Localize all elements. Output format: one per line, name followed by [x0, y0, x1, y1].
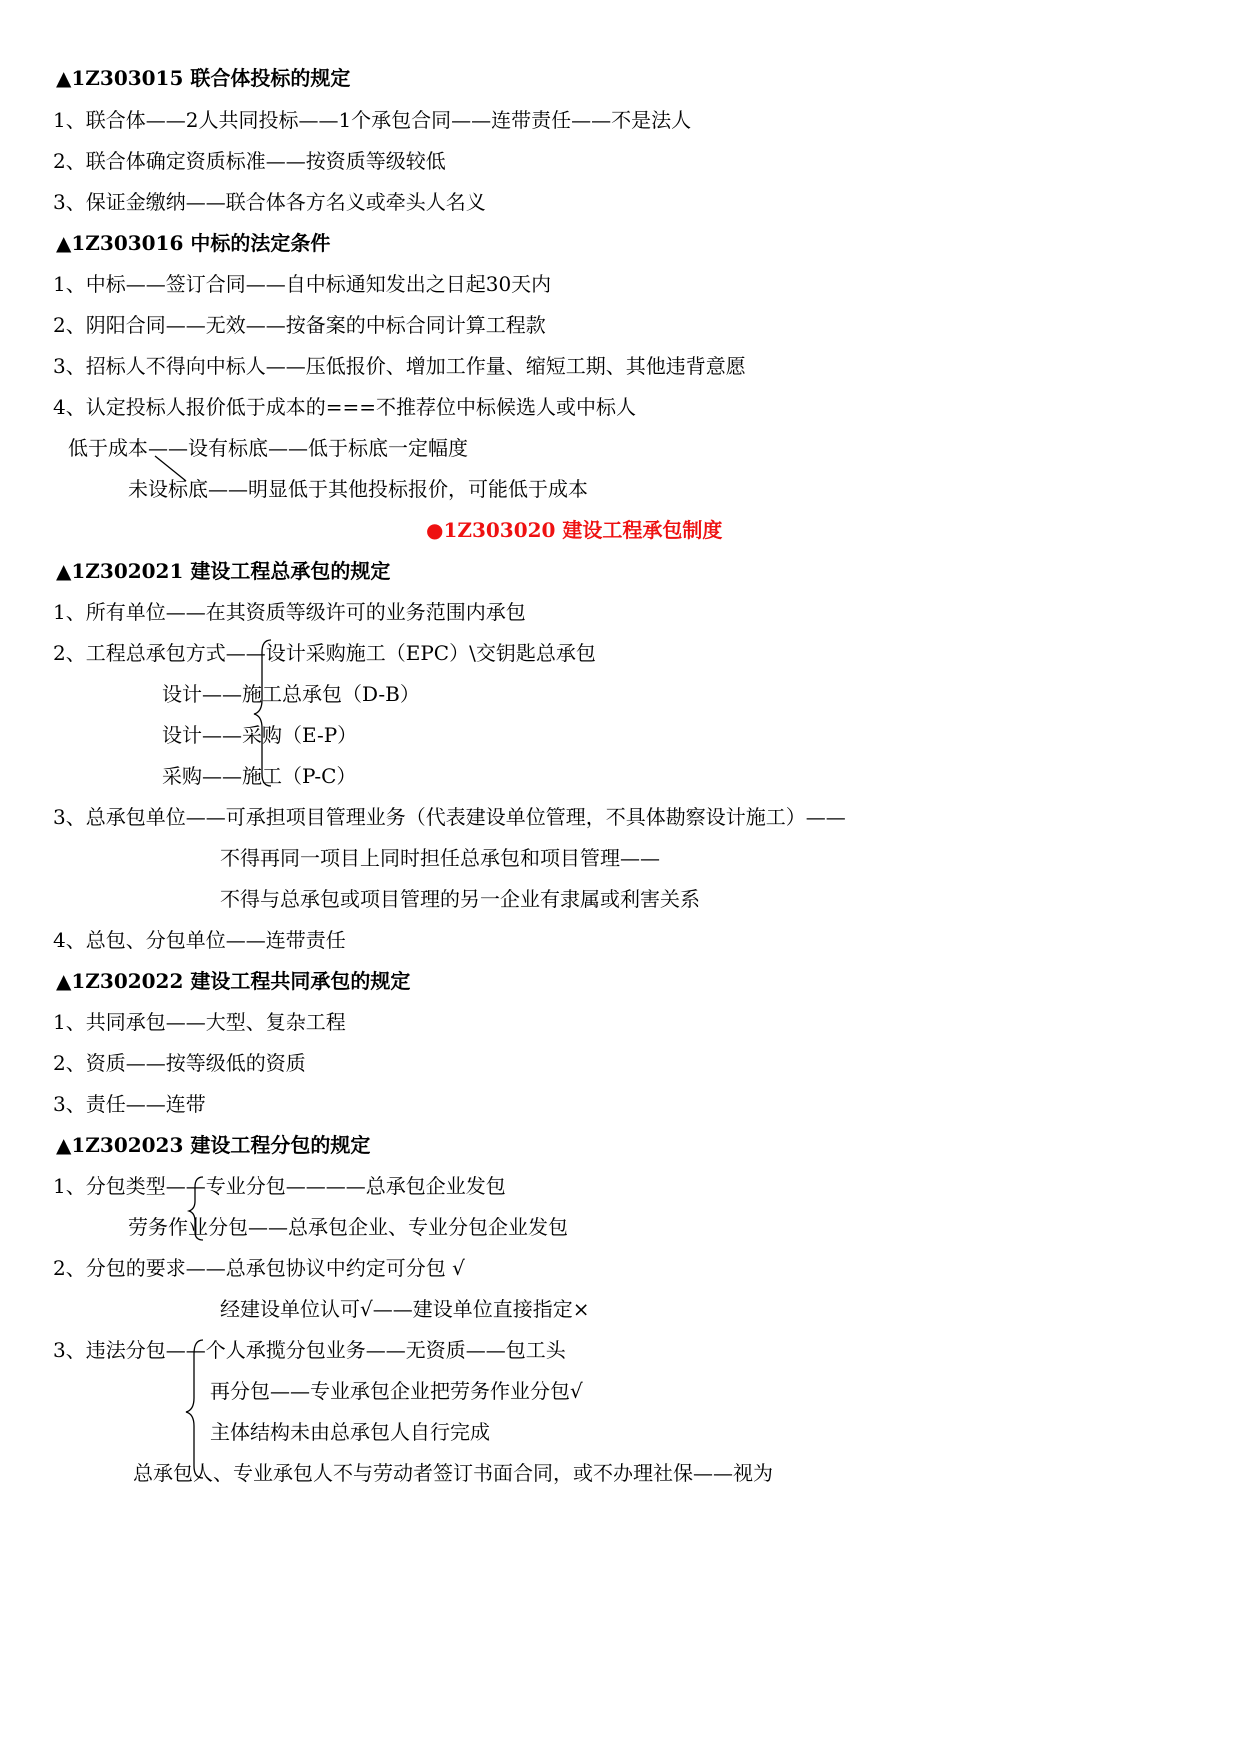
text-line: 2、联合体确定资质标准——按资质等级较低 [53, 149, 446, 173]
text-line: 1、中标——签订合同——自中标通知发出之日起30天内 [53, 272, 552, 296]
text-line: 主体结构未由总承包人自行完成 [210, 1420, 490, 1444]
section-heading-1z303020: ●1Z303020 建设工程承包制度 [426, 518, 723, 542]
text-line: 1、联合体——2人共同投标——1个承包合同——连带责任——不是法人 [53, 108, 692, 132]
heading-1z302022: ▲1Z302022 建设工程共同承包的规定 [56, 969, 411, 993]
heading-1z303015: ▲1Z303015 联合体投标的规定 [56, 66, 351, 90]
text-line: 设计——施工总承包（D-B） [162, 682, 420, 706]
text-line: 2、分包的要求——总承包协议中约定可分包 √ [53, 1256, 465, 1280]
text-line: 2、工程总承包方式——设计采购施工（EPC）\交钥匙总承包 [53, 641, 596, 665]
text-line: 3、违法分包——个人承揽分包业务——无资质——包工头 [53, 1338, 566, 1362]
text-line: 1、分包类型——专业分包————总承包企业发包 [53, 1174, 506, 1198]
text-line: 设计——采购（E-P） [162, 723, 358, 747]
text-line: 3、招标人不得向中标人——压低报价、增加工作量、缩短工期、其他违背意愿 [53, 354, 746, 378]
text-line: 未设标底——明显低于其他投标报价，可能低于成本 [128, 477, 588, 501]
heading-1z302023: ▲1Z302023 建设工程分包的规定 [56, 1133, 371, 1157]
text-line: 3、总承包单位——可承担项目管理业务（代表建设单位管理，不具体勘察设计施工）—— [53, 805, 846, 829]
text-line: 劳务作业分包——总承包企业、专业分包企业发包 [128, 1215, 568, 1239]
text-line: 不得再同一项目上同时担任总承包和项目管理—— [220, 846, 660, 870]
text-line: 2、资质——按等级低的资质 [53, 1051, 306, 1075]
text-line: 1、共同承包——大型、复杂工程 [53, 1010, 346, 1034]
text-line: 4、认定投标人报价低于成本的===不推荐位中标候选人或中标人 [53, 395, 636, 419]
text-line: 2、阴阳合同——无效——按备案的中标合同计算工程款 [53, 313, 546, 337]
text-line: 低于成本——设有标底——低于标底一定幅度 [68, 436, 468, 460]
text-line: 总承包人、专业承包人不与劳动者签订书面合同，或不办理社保——视为 [133, 1461, 773, 1485]
text-line: 经建设单位认可√——建设单位直接指定× [220, 1297, 590, 1321]
text-line: 4、总包、分包单位——连带责任 [53, 928, 346, 952]
heading-1z302021: ▲1Z302021 建设工程总承包的规定 [56, 559, 391, 583]
heading-1z303016: ▲1Z303016 中标的法定条件 [56, 231, 331, 255]
text-line: 3、责任——连带 [53, 1092, 206, 1116]
text-line: 3、保证金缴纳——联合体各方名义或牵头人名义 [53, 190, 486, 214]
text-line: 1、所有单位——在其资质等级许可的业务范围内承包 [53, 600, 526, 624]
text-line: 不得与总承包或项目管理的另一企业有隶属或利害关系 [220, 887, 700, 911]
text-line: 再分包——专业承包企业把劳务作业分包√ [210, 1379, 583, 1403]
text-line: 采购——施工（P-C） [162, 764, 357, 788]
